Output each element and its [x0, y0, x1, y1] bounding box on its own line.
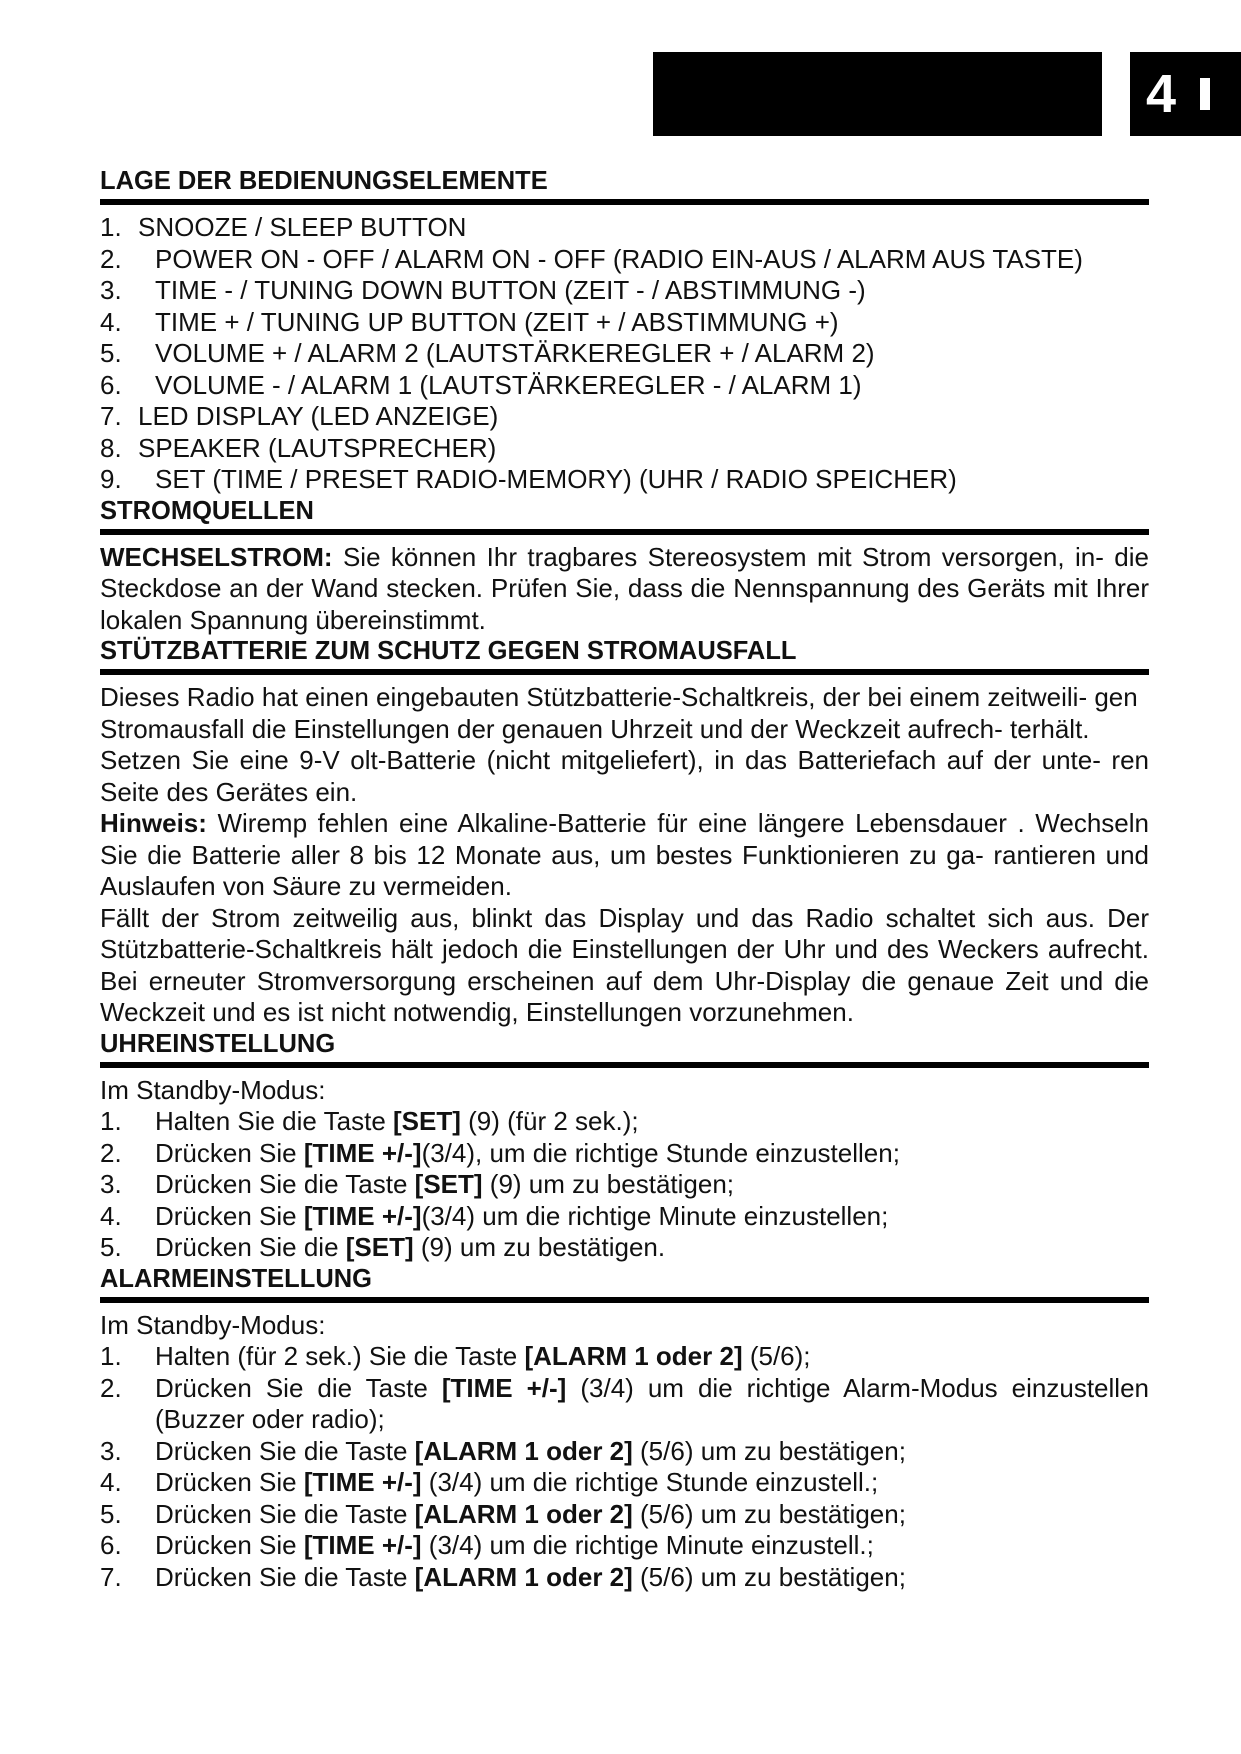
section-rule	[100, 199, 1149, 205]
section-title-backup: STÜTZBATTERIE ZUM SCHUTZ GEGEN STROMAUSFALL	[100, 637, 797, 665]
list-item	[100, 1373, 1149, 1436]
item-number: 3.	[100, 275, 122, 305]
step-key: [TIME +/-]	[303, 1137, 422, 1168]
list-item	[100, 1467, 1149, 1499]
list-item	[100, 1530, 1149, 1562]
step-text: (5/6) um zu bestätigen;	[632, 1561, 906, 1592]
section-rule	[100, 1062, 1149, 1068]
note-lead: Hinweis:	[100, 808, 207, 838]
step-text: (3/4), um die richtige Stunde einzustellen;	[421, 1137, 900, 1168]
section-title-power: STROMQUELLEN	[100, 496, 314, 525]
step-text: Drücken Sie	[155, 1137, 304, 1168]
item-text: LED DISPLAY (LED ANZEIGE)	[138, 401, 499, 431]
item-number: 1.	[100, 212, 122, 242]
step-key: [SET]	[393, 1106, 461, 1136]
note-text: Wiremp fehlen eine Alkaline-Batterie für eine längere Lebensdauer . Wechseln Sie die Batterie aller 8 bis 12 Monate aus, um bestes Funktionieren zu ga- rantieren und Auslaufen von Säure zu vermeiden.	[100, 808, 1149, 901]
backup-note	[100, 808, 1149, 903]
step-number: 4.	[100, 1467, 122, 1497]
item-text: TIME - / TUNING DOWN BUTTON (ZEIT - / ABSTIMMUNG -)	[155, 275, 866, 305]
item-text: VOLUME - / ALARM 1 (LAUTSTÄRKEREGLER - / ALARM 1)	[155, 369, 862, 400]
step-text: Drücken Sie die Taste	[155, 1435, 415, 1466]
alarm-intro: Im Standby-Modus:	[100, 1309, 326, 1340]
step-key: [ALARM 1 oder 2]	[414, 1498, 633, 1529]
list-item	[100, 1201, 1149, 1233]
step-number: 7.	[100, 1561, 122, 1592]
step-text: (9) um zu bestätigen.	[413, 1232, 666, 1262]
list-item	[100, 464, 1149, 496]
step-key: [ALARM 1 oder 2]	[524, 1341, 743, 1371]
clock-intro: Im Standby-Modus:	[100, 1074, 326, 1105]
step-text: Drücken Sie die Taste	[155, 1169, 415, 1199]
step-text: (5/6) um zu bestätigen;	[632, 1435, 906, 1466]
alarm-steps	[100, 1341, 1149, 1593]
section-title-clock: UHREINSTELLUNG	[100, 1029, 336, 1058]
list-item	[100, 401, 1149, 433]
step-number: 6.	[100, 1530, 122, 1560]
list-item	[100, 212, 1149, 244]
item-number: 4.	[100, 306, 122, 337]
step-text: Halten (für 2 sek.) Sie die Taste	[155, 1341, 525, 1371]
step-text: (9) (für 2 sek.);	[460, 1106, 639, 1136]
controls-list	[100, 212, 1149, 496]
step-text: (3/4) um die richtige Alarm-Modus einzustellen (Buzzer oder radio);	[155, 1372, 1149, 1434]
step-key: [TIME +/-]	[303, 1200, 422, 1231]
power-text: Sie können Ihr tragbares Stereosystem mit Strom versorgen, in- die Steckdose an der Wand stecken. Prüfen Sie, dass die Nennspannung des Geräts mit Ihrer lokalen Spannung übereinstimmt.	[100, 541, 1149, 635]
list-item	[100, 1562, 1149, 1594]
step-key: [ALARM 1 oder 2]	[414, 1435, 633, 1466]
list-item	[100, 307, 1149, 339]
step-text: (3/4) um die richtige Minute einzustell.;	[421, 1530, 874, 1560]
step-number: 4.	[100, 1200, 122, 1231]
list-item	[100, 1232, 1149, 1264]
item-text: TIME + / TUNING UP BUTTON (ZEIT + / ABSTIMMUNG +)	[155, 306, 839, 337]
list-item	[100, 1341, 1149, 1373]
list-item	[100, 244, 1149, 276]
step-text: (3/4) um die richtige Stunde einzustell.;	[421, 1467, 879, 1497]
step-text: Drücken Sie	[155, 1530, 304, 1560]
list-item	[100, 370, 1149, 402]
item-number: 2.	[100, 243, 122, 274]
step-key: [TIME +/-]	[303, 1467, 422, 1497]
step-text: Drücken Sie die Taste	[155, 1561, 415, 1592]
item-number: 5.	[100, 338, 122, 368]
item-number: 7.	[100, 401, 122, 431]
header-bar	[653, 52, 1102, 136]
step-text: Halten Sie die Taste	[155, 1106, 393, 1136]
page-number: 4	[1146, 64, 1177, 124]
step-text: Drücken Sie	[155, 1200, 304, 1231]
item-number: 8.	[100, 432, 122, 463]
power-paragraph	[100, 542, 1149, 637]
step-number: 1.	[100, 1106, 122, 1136]
item-text: SNOOZE / SLEEP BUTTON	[138, 212, 467, 242]
section-rule	[100, 669, 1149, 675]
step-text: Drücken Sie	[155, 1467, 304, 1497]
backup-paragraph-2: Setzen Sie eine 9-V olt-Batterie (nicht mitgeliefert), in das Batteriefach auf der unte- ren Seite des Gerätes ein.	[100, 745, 1149, 807]
step-text: Drücken Sie die Taste	[155, 1498, 415, 1529]
list-item	[100, 275, 1149, 307]
list-item	[100, 433, 1149, 465]
step-key: [ALARM 1 oder 2]	[414, 1561, 633, 1592]
step-key: [TIME +/-]	[441, 1372, 567, 1403]
item-text: SET (TIME / PRESET RADIO-MEMORY) (UHR / RADIO SPEICHER)	[155, 464, 957, 494]
section-rule	[100, 1297, 1149, 1303]
step-text: Drücken Sie die Taste	[155, 1372, 442, 1403]
page-content	[100, 166, 1149, 1593]
clock-steps	[100, 1106, 1149, 1264]
item-text: SPEAKER (LAUTSPRECHER)	[138, 432, 497, 463]
item-number: 9.	[100, 464, 122, 494]
step-key: [SET]	[414, 1169, 483, 1199]
step-number: 3.	[100, 1169, 122, 1199]
list-item	[100, 338, 1149, 370]
item-text: POWER ON - OFF / ALARM ON - OFF (RADIO EIN-AUS / ALARM AUS TASTE)	[155, 243, 1083, 274]
list-item	[100, 1499, 1149, 1531]
step-text: (5/6) um zu bestätigen;	[632, 1498, 906, 1529]
backup-paragraph-1: Dieses Radio hat einen eingebauten Stützbatterie-Schaltkreis, der bei einem zeitweili- gen Stromausfall die Einstellungen der genauen Uhrzeit und der Weckzeit aufrech- terhält.	[100, 682, 1138, 744]
step-number: 1.	[100, 1341, 122, 1371]
section-rule	[100, 529, 1149, 535]
step-number: 3.	[100, 1435, 122, 1466]
step-text: Drücken Sie die	[155, 1232, 346, 1262]
step-text: (3/4) um die richtige Minute einzustellen;	[421, 1200, 889, 1231]
list-item	[100, 1169, 1149, 1201]
step-text: (5/6);	[742, 1341, 811, 1371]
item-number: 6.	[100, 369, 122, 400]
tab-notch	[1200, 78, 1210, 110]
list-item	[100, 1106, 1149, 1138]
step-text: (9) um zu bestätigen;	[482, 1169, 735, 1199]
step-key: [SET]	[345, 1232, 414, 1262]
step-key: [TIME +/-]	[303, 1530, 422, 1560]
page-number-tab	[1130, 52, 1241, 136]
backup-paragraph-4: Fällt der Strom zeitweilig aus, blinkt das Display und das Radio schaltet sich aus. Der Stützbatterie-Schaltkreis hält jedoch die Einstellungen der Uhr und des Weckers aufrecht. Bei erneuter Stromversorgung erscheinen auf dem Uhr-Display die genaue Zeit und die Weckzeit und es ist nicht notwendig, Einstellungen vorzunehmen.	[100, 902, 1149, 1027]
list-item	[100, 1138, 1149, 1170]
step-number: 5.	[100, 1232, 122, 1262]
step-number: 2.	[100, 1372, 122, 1403]
item-text: VOLUME + / ALARM 2 (LAUTSTÄRKEREGLER + / ALARM 2)	[155, 338, 875, 368]
power-lead: WECHSELSTROM:	[100, 541, 333, 572]
section-title-controls: LAGE DER BEDIENUNGSELEMENTE	[100, 167, 548, 195]
step-number: 5.	[100, 1498, 122, 1529]
list-item	[100, 1436, 1149, 1468]
step-number: 2.	[100, 1137, 122, 1168]
section-title-alarm: ALARMEINSTELLUNG	[100, 1264, 372, 1293]
